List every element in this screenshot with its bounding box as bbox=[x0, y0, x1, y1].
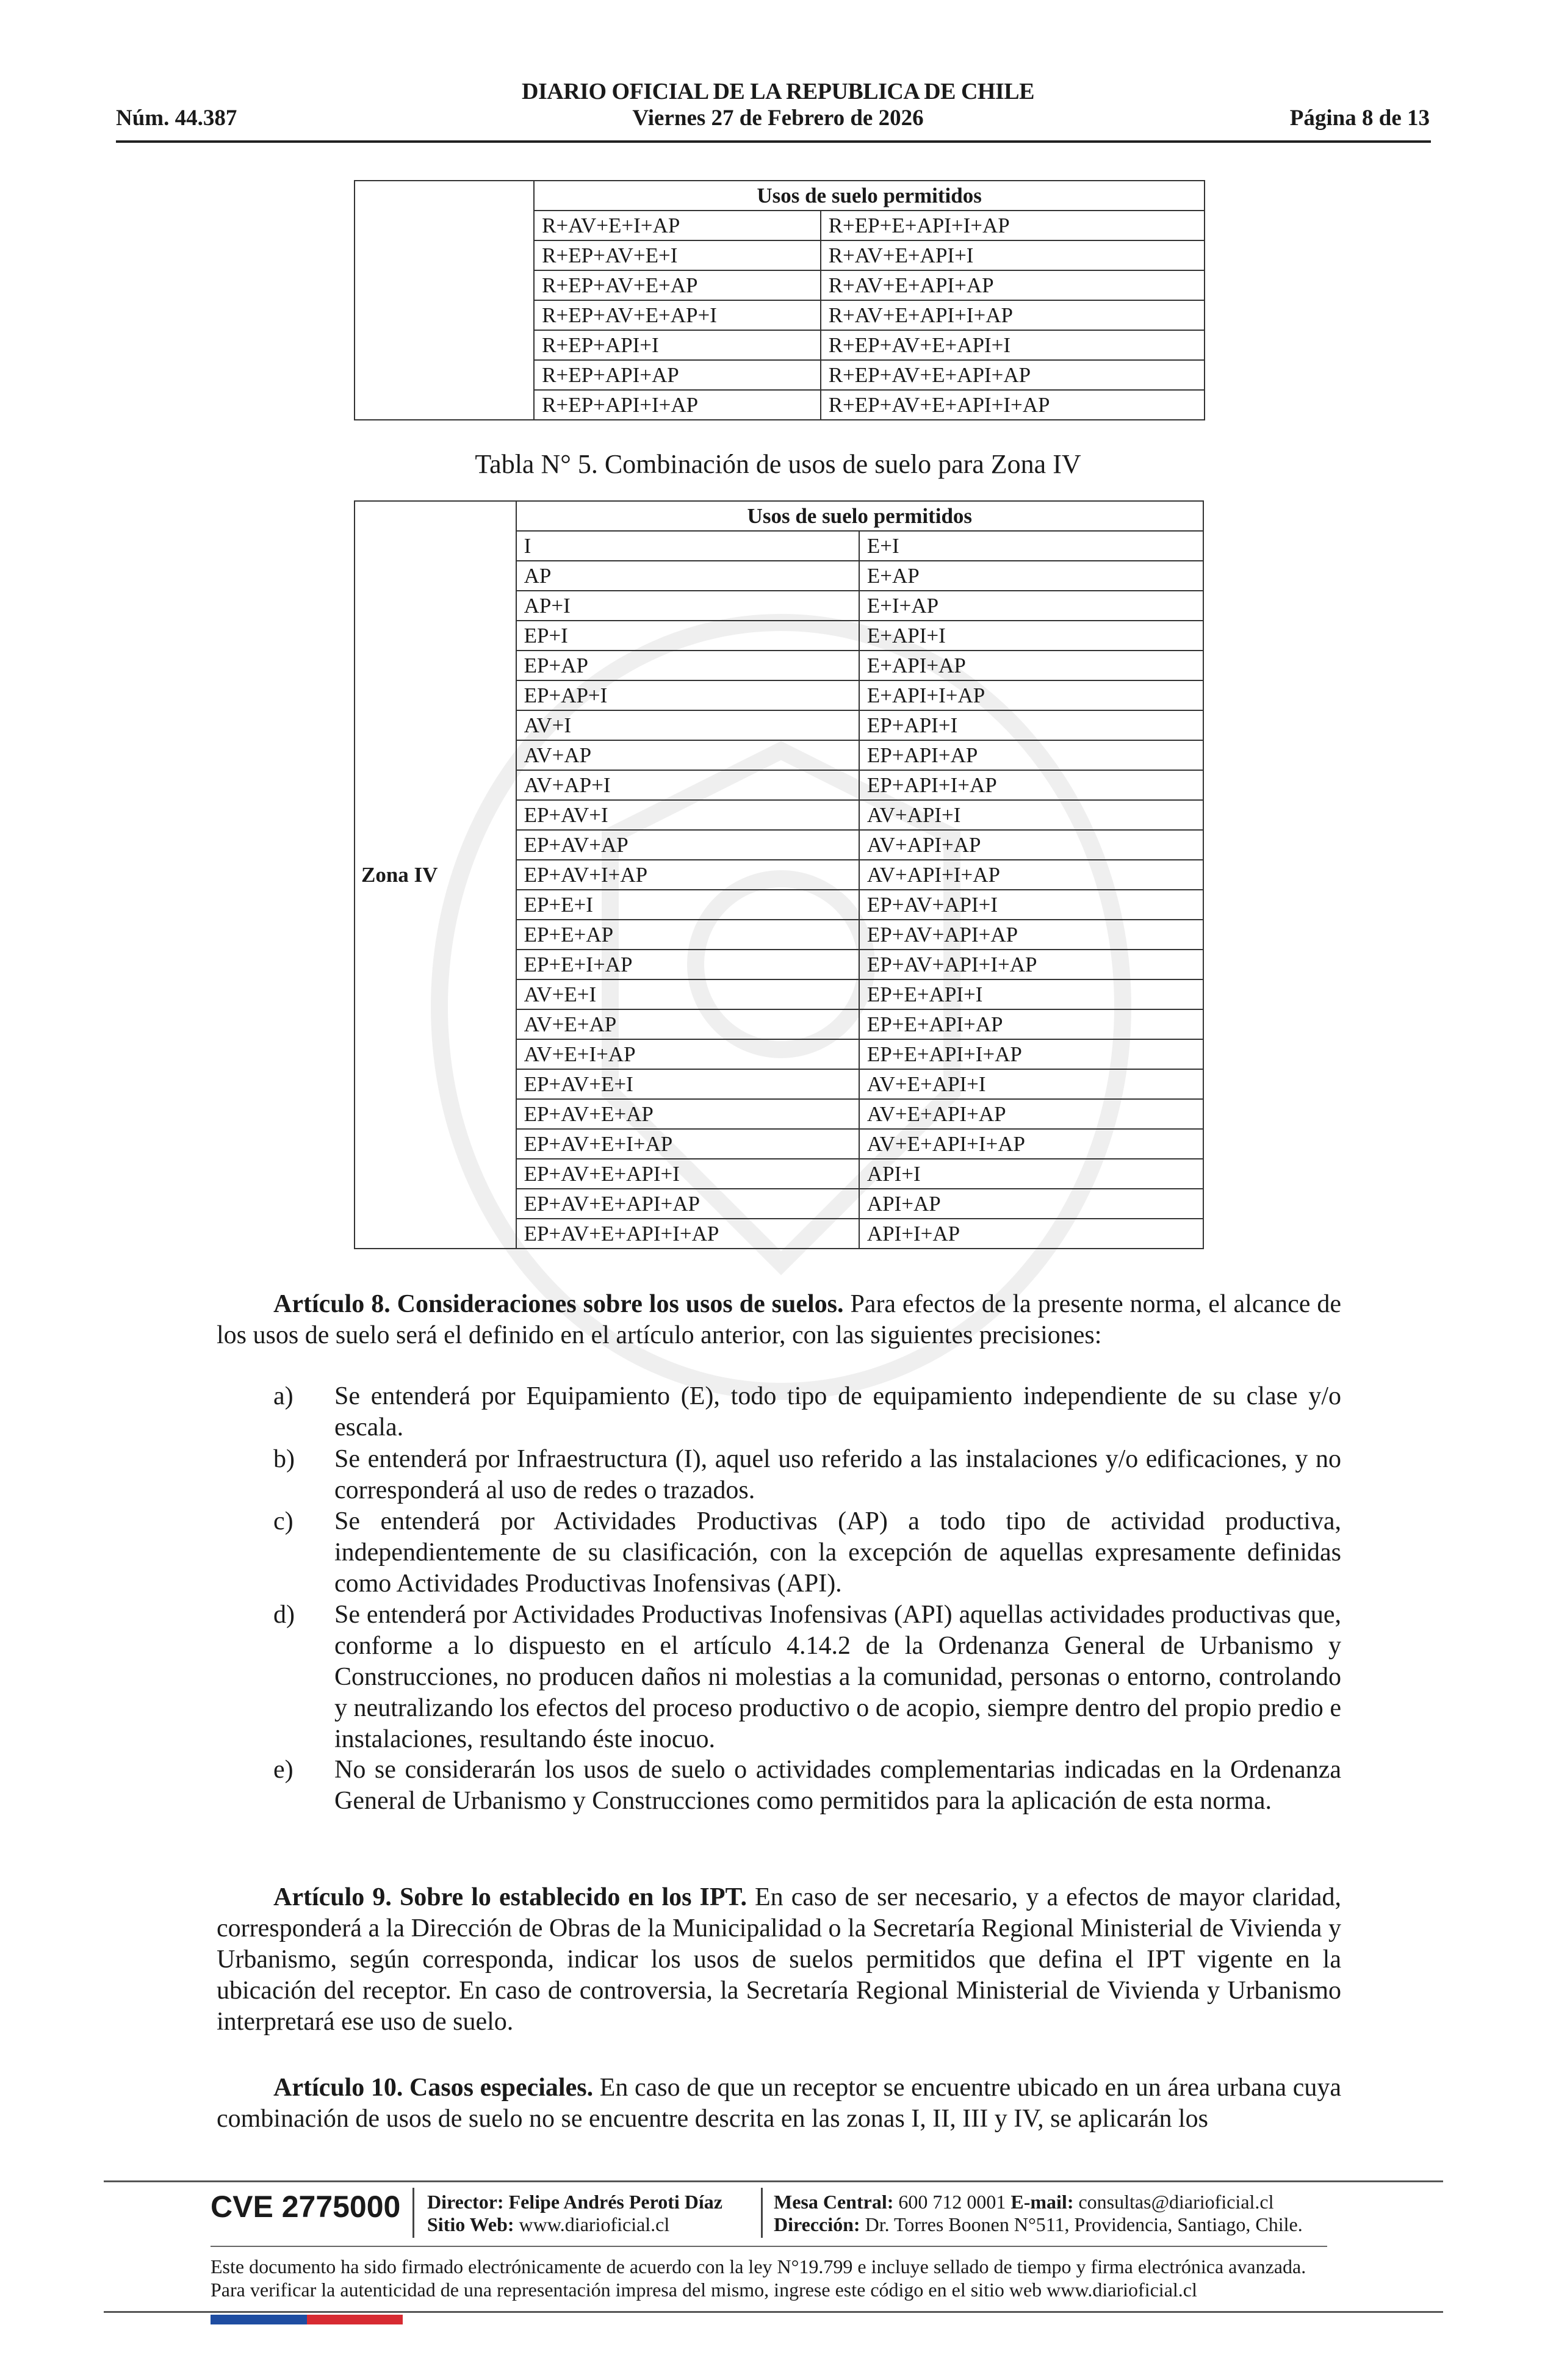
table-cell: AV+AP bbox=[516, 740, 859, 770]
table-cell: API+I+AP bbox=[859, 1219, 1203, 1249]
list-item-text: Se entenderá por Equipamiento (E), todo tipo de equipamiento independiente de su clase y/o escala. bbox=[334, 1382, 1341, 1441]
table-cell: EP+API+AP bbox=[859, 740, 1203, 770]
table-cell: R+EP+AV+E+AP bbox=[534, 270, 821, 300]
table-cell: AV+I bbox=[516, 710, 859, 740]
footer-separator bbox=[761, 2188, 763, 2238]
article-10-text: En caso de que un receptor se encuentre ubicado en un área urbana cuya combinación de usos de suelo no se encuentre descrita en las zonas I, II, III y IV, se aplicarán los bbox=[217, 2074, 1341, 2133]
list-item bbox=[217, 1754, 1341, 1848]
list-item-label: b) bbox=[273, 1445, 295, 1473]
table-cell: AV+E+I+AP bbox=[516, 1039, 859, 1069]
table-5-caption: Tabla N° 5. Combinación de usos de suelo para Zona IV bbox=[475, 449, 1081, 479]
table-cell: E+API+AP bbox=[859, 651, 1203, 680]
table-cell: EP+AV+E+AP bbox=[516, 1099, 859, 1129]
table-cell: EP+I bbox=[516, 621, 859, 651]
table-cell: EP+E+I+AP bbox=[516, 950, 859, 979]
table-cell: R+AV+E+API+I+AP bbox=[821, 300, 1205, 330]
table-cell: EP+E+API+AP bbox=[859, 1009, 1203, 1039]
table-cell: EP+AV+E+API+AP bbox=[516, 1189, 859, 1219]
article-8-heading: Artículo 8. Consideraciones sobre los usos de suelos. bbox=[273, 1290, 844, 1318]
article-9-heading: Artículo 9. Sobre lo establecido en los IPT. bbox=[273, 1883, 747, 1911]
table-cell: EP+AV+API+I+AP bbox=[859, 950, 1203, 979]
article-10-heading: Artículo 10. Casos especiales. bbox=[273, 2074, 594, 2102]
article-8-intro-text: Para efectos de la presente norma, el alcance de los usos de suelo será el definido en el artículo anterior, con las siguientes precisiones: bbox=[217, 1290, 1341, 1349]
flag-stripe-red bbox=[307, 2315, 403, 2324]
article-10 bbox=[217, 2072, 1341, 2135]
table-cell: EP+AV+E+API+I bbox=[516, 1159, 859, 1189]
footer-divider-top bbox=[104, 2180, 1443, 2182]
table-cell: AV+E+AP bbox=[516, 1009, 859, 1039]
list-item bbox=[217, 1444, 1341, 1506]
table-cell: R+EP+AV+E+API+AP bbox=[821, 360, 1205, 390]
footer-address: Dirección: Dr. Torres Boonen N°511, Providencia, Santiago, Chile. bbox=[774, 2213, 1303, 2235]
website-link[interactable]: www.diarioficial.cl bbox=[519, 2213, 670, 2235]
table-cell: EP+AV+I bbox=[516, 800, 859, 830]
land-use-table-zone-iv bbox=[354, 500, 1204, 1249]
table-cell: EP+AV+I+AP bbox=[516, 860, 859, 890]
list-item-text: Se entenderá por Infraestructura (I), aquel uso referido a las instalaciones y/o edificaciones, y no corresponderá al uso de redes o trazados. bbox=[334, 1445, 1341, 1504]
issue-number: Núm. 44.387 bbox=[116, 106, 237, 131]
table-cell: AV+E+I bbox=[516, 979, 859, 1009]
table-cell: API+I bbox=[859, 1159, 1203, 1189]
list-item-label: e) bbox=[273, 1756, 294, 1784]
table-cell: AV+E+API+AP bbox=[859, 1099, 1203, 1129]
list-item bbox=[217, 1599, 1341, 1755]
footer-divider-mid bbox=[211, 2246, 1327, 2247]
table-cell: E+I bbox=[859, 531, 1203, 561]
table-cell: R+EP+API+AP bbox=[534, 360, 821, 390]
table-cell: EP+E+I bbox=[516, 890, 859, 920]
table-cell: EP+E+API+I+AP bbox=[859, 1039, 1203, 1069]
table-cell: R+EP+API+I+AP bbox=[534, 390, 821, 420]
cve-code: CVE 2775000 bbox=[211, 2190, 401, 2224]
newspaper-title: DIARIO OFICIAL DE LA REPUBLICA DE CHILE bbox=[522, 79, 1034, 104]
legal-notice: Este documento ha sido firmado electrónicamente de acuerdo con la ley N°19.799 e incluye sellado de tiempo y firma electrónica avanzada. Para verificar la autenticidad de una representación impresa del mismo, ingrese este código en el sitio web www.diarioficial.cl bbox=[211, 2256, 1306, 2301]
footer-separator bbox=[412, 2188, 414, 2238]
table-cell: API+AP bbox=[859, 1189, 1203, 1219]
table-cell: R+AV+E+API+AP bbox=[821, 270, 1205, 300]
article-9 bbox=[217, 1882, 1341, 2038]
table-cell: E+API+I+AP bbox=[859, 680, 1203, 710]
table-cell: R+EP+AV+E+API+I+AP bbox=[821, 390, 1205, 420]
table-heading: Usos de suelo permitidos bbox=[534, 181, 1205, 211]
table-cell: I bbox=[516, 531, 859, 561]
table-cell: R+EP+E+API+I+AP bbox=[821, 211, 1205, 240]
table-cell: R+AV+E+I+AP bbox=[534, 211, 821, 240]
table-cell: AV+AP+I bbox=[516, 770, 859, 800]
table-cell: R+AV+E+API+I bbox=[821, 240, 1205, 270]
table-cell: R+EP+API+I bbox=[534, 330, 821, 360]
table-cell: AV+E+API+I bbox=[859, 1069, 1203, 1099]
list-item-text: No se considerarán los usos de suelo o actividades complementarias indicadas en la Ordenanza General de Urbanismo y Construcciones como permitidos para la aplicación de esta norma. bbox=[334, 1756, 1341, 1815]
flag-stripe-blue bbox=[211, 2315, 307, 2324]
table-cell: EP+AV+AP bbox=[516, 830, 859, 860]
table-cell: EP+AV+API+AP bbox=[859, 920, 1203, 950]
header-divider bbox=[116, 140, 1431, 143]
table-cell: EP+AV+E+I+AP bbox=[516, 1129, 859, 1159]
list-item-label: a) bbox=[273, 1382, 294, 1410]
list-item bbox=[217, 1506, 1341, 1599]
table-heading: Usos de suelo permitidos bbox=[516, 501, 1203, 531]
zone-cell bbox=[355, 181, 534, 420]
table-cell: EP+AP bbox=[516, 651, 859, 680]
article-9-text: En caso de ser necesario, y a efectos de mayor claridad, corresponderá a la Dirección de Obras de la Municipalidad o la Secretaría Regional Ministerial de Vivienda y Urbanismo, según corresponda, indicar los usos de suelos permitidos que defina el IPT vigente en la ubicación del receptor. En caso de controversia, la Secretaría Regional Ministerial de Vivienda y Urbanismo interpretará ese uso de suelo. bbox=[217, 1883, 1341, 2036]
table-cell: EP+API+I bbox=[859, 710, 1203, 740]
table-cell: AP+I bbox=[516, 591, 859, 621]
list-item-label: d) bbox=[273, 1601, 295, 1629]
list-item bbox=[217, 1381, 1341, 1443]
list-item-text: Se entenderá por Actividades Productivas Inofensivas (API) aquellas actividades productivas que, conforme a lo dispuesto en el artículo 4.14.2 de la Ordenanza General de Urbanismo y Construcciones, no producen daños ni molestias a la comunidad, personas o entorno, controlando y neutralizando los efectos del proceso productivo o de acopio, siempre dentro del propio predio e instalaciones, resultando éste inocuo. bbox=[334, 1601, 1341, 1753]
table-cell: AV+API+I+AP bbox=[859, 860, 1203, 890]
email-link[interactable]: consultas@diarioficial.cl bbox=[1078, 2191, 1274, 2213]
issue-date: Viernes 27 de Febrero de 2026 bbox=[632, 106, 924, 131]
page-indicator: Página 8 de 13 bbox=[1289, 106, 1430, 131]
land-use-table-continued bbox=[354, 180, 1205, 420]
table-cell: EP+E+AP bbox=[516, 920, 859, 950]
footer-divider-bottom bbox=[104, 2311, 1443, 2313]
footer-website: Sitio Web: www.diarioficial.cl bbox=[427, 2213, 670, 2235]
table-cell: AV+E+API+I+AP bbox=[859, 1129, 1203, 1159]
table-cell: EP+AV+E+API+I+AP bbox=[516, 1219, 859, 1249]
table-cell: EP+AV+API+I bbox=[859, 890, 1203, 920]
table-cell: AV+API+AP bbox=[859, 830, 1203, 860]
table-cell: E+API+I bbox=[859, 621, 1203, 651]
article-8-intro bbox=[217, 1289, 1341, 1351]
footer-contact: Mesa Central: 600 712 0001 E-mail: consultas@diarioficial.cl bbox=[774, 2191, 1274, 2213]
table-cell: EP+AP+I bbox=[516, 680, 859, 710]
table-cell: AV+API+I bbox=[859, 800, 1203, 830]
table-cell: EP+AV+E+I bbox=[516, 1069, 859, 1099]
table-cell: R+EP+AV+E+I bbox=[534, 240, 821, 270]
footer-director: Director: Felipe Andrés Peroti Díaz bbox=[427, 2191, 722, 2213]
table-cell: EP+API+I+AP bbox=[859, 770, 1203, 800]
table-cell: R+EP+AV+E+AP+I bbox=[534, 300, 821, 330]
list-item-label: c) bbox=[273, 1507, 294, 1535]
table-cell: EP+E+API+I bbox=[859, 979, 1203, 1009]
table-cell: AP bbox=[516, 561, 859, 591]
table-cell: E+AP bbox=[859, 561, 1203, 591]
table-cell: R+EP+AV+E+API+I bbox=[821, 330, 1205, 360]
zone-label: Zona IV bbox=[355, 501, 516, 1249]
table-cell: E+I+AP bbox=[859, 591, 1203, 621]
list-item-text: Se entenderá por Actividades Productivas (AP) a todo tipo de actividad productiva, independientemente de su clasificación, con la excepción de aquellas expresamente definidas como Actividades Productivas Inofensivas (API). bbox=[334, 1507, 1341, 1598]
